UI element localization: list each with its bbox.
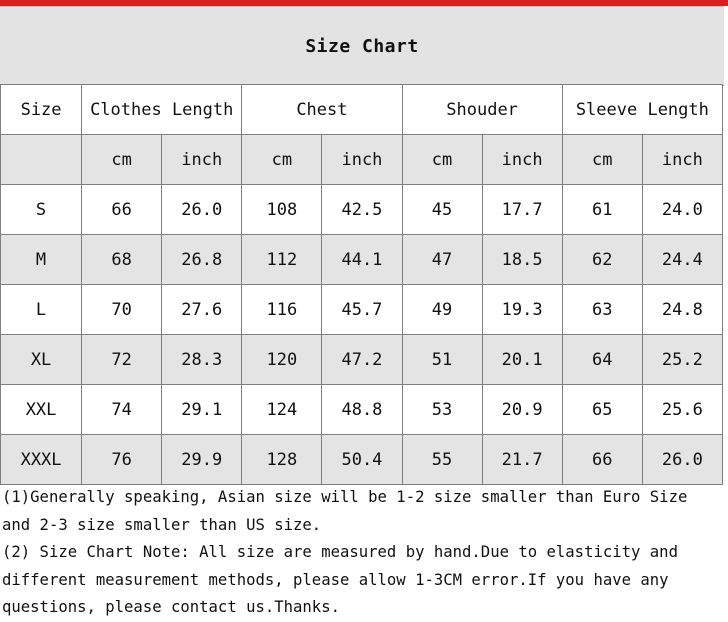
header-row-groups [1,85,723,135]
table-cell: 62 [562,235,642,285]
table-cell: 25.6 [642,385,722,435]
table-row [1,185,723,235]
unit-cell: cm [82,135,162,185]
table-cell: 44.1 [322,235,402,285]
table-cell: 65 [562,385,642,435]
table-cell: 26.0 [162,185,242,235]
table-cell: 74 [82,385,162,435]
table-cell: 25.2 [642,335,722,385]
header-unit-blank [1,135,82,185]
table-cell: 55 [402,435,482,485]
table-cell: 68 [82,235,162,285]
table-row [1,385,723,435]
table-cell: 24.8 [642,285,722,335]
unit-cell: inch [162,135,242,185]
table-cell: 108 [242,185,322,235]
title-band [0,6,724,86]
table-cell: 18.5 [482,235,562,285]
table-cell: 27.6 [162,285,242,335]
table-cell: 66 [82,185,162,235]
table-cell: 26.0 [642,435,722,485]
table-cell: 47 [402,235,482,285]
table-cell: 21.7 [482,435,562,485]
unit-cell: cm [562,135,642,185]
table-cell: 20.9 [482,385,562,435]
size-label: S [1,185,82,235]
size-label: M [1,235,82,285]
header-shoulder: Shouder [402,85,562,135]
table-cell: 72 [82,335,162,385]
table-cell: 45 [402,185,482,235]
table-cell: 24.0 [642,185,722,235]
table-cell: 17.7 [482,185,562,235]
header-sleeve-length: Sleeve Length [562,85,722,135]
size-label: XXL [1,385,82,435]
size-label: XL [1,335,82,385]
table-cell: 49 [402,285,482,335]
header-row-units [1,135,723,185]
header-chest: Chest [242,85,402,135]
table-cell: 70 [82,285,162,335]
table-cell: 48.8 [322,385,402,435]
note-measurement: (2) Size Chart Note: All size are measured by hand.Due to elasticity and different measurement methods, please allow 1-3CM error.If you have any questions, please contact us.Thanks. [2,543,678,616]
table-cell: 45.7 [322,285,402,335]
table-cell: 47.2 [322,335,402,385]
table-cell: 76 [82,435,162,485]
table-cell: 29.9 [162,435,242,485]
table-cell: 50.4 [322,435,402,485]
table-row [1,335,723,385]
table-cell: 51 [402,335,482,385]
header-size: Size [1,85,82,135]
table-cell: 64 [562,335,642,385]
table-cell: 53 [402,385,482,435]
header-clothes-length: Clothes Length [82,85,242,135]
note-asian-size: (1)Generally speaking, Asian size will be 1-2 size smaller than Euro Size and 2-3 size smaller than US size. [2,488,688,534]
page-title: Size Chart [305,35,419,57]
table-row [1,235,723,285]
size-notes [2,484,724,622]
table-cell: 66 [562,435,642,485]
table-cell: 26.8 [162,235,242,285]
table-cell: 128 [242,435,322,485]
table-cell: 116 [242,285,322,335]
table-cell: 29.1 [162,385,242,435]
table-cell: 42.5 [322,185,402,235]
table-cell: 28.3 [162,335,242,385]
table-cell: 120 [242,335,322,385]
size-chart-table [0,84,723,485]
table-cell: 61 [562,185,642,235]
table-cell: 124 [242,385,322,435]
table-cell: 63 [562,285,642,335]
size-label: L [1,285,82,335]
unit-cell: inch [642,135,722,185]
table-cell: 112 [242,235,322,285]
table-cell: 20.1 [482,335,562,385]
table-cell: 19.3 [482,285,562,335]
size-label: XXXL [1,435,82,485]
table-row [1,435,723,485]
unit-cell: cm [402,135,482,185]
unit-cell: cm [242,135,322,185]
table-row [1,285,723,335]
unit-cell: inch [322,135,402,185]
unit-cell: inch [482,135,562,185]
table-cell: 24.4 [642,235,722,285]
